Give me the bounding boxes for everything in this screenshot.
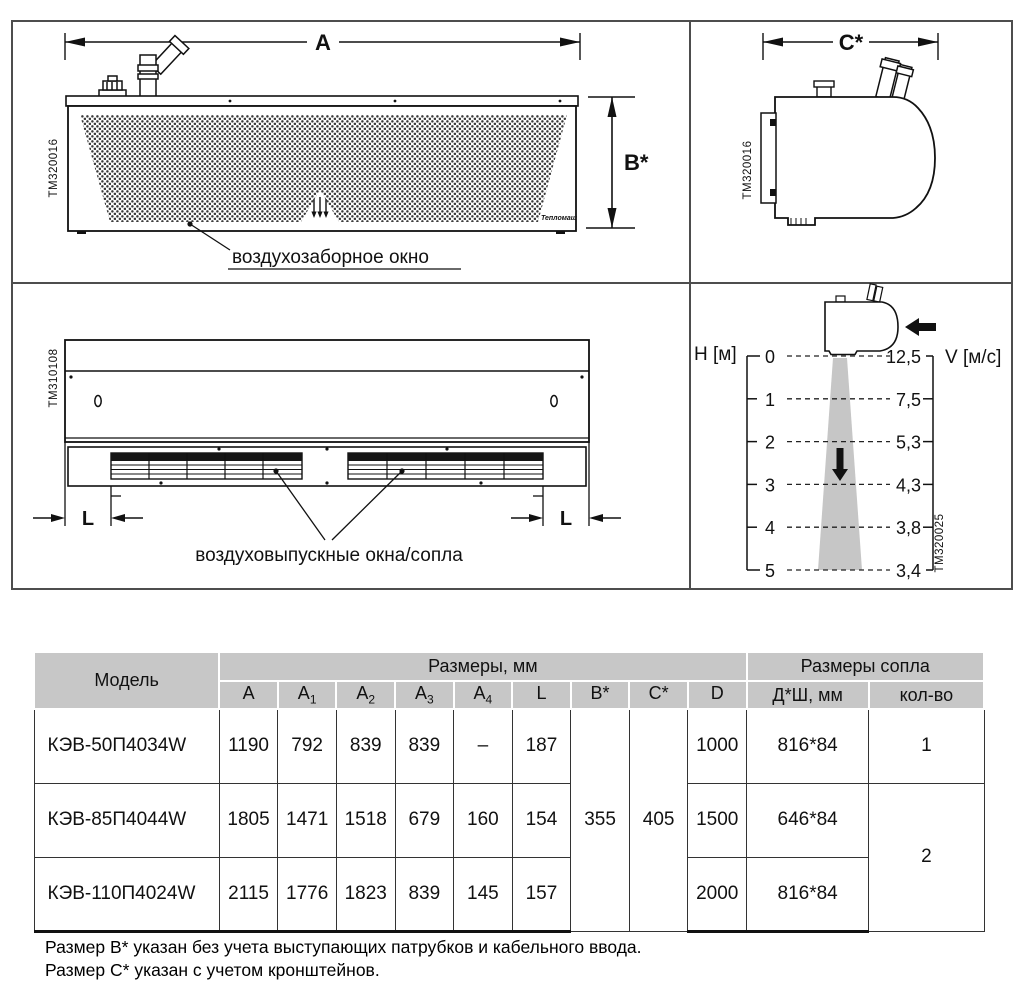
col-header-qty: кол-во xyxy=(869,681,984,709)
ref-code-side: ТМ320016 xyxy=(742,140,754,200)
h-tick-5: 5 xyxy=(764,561,776,581)
h-axis-title: H [м] xyxy=(694,344,737,365)
table-cell: 187 xyxy=(512,709,571,783)
dim-l-left-label: L xyxy=(81,508,95,530)
arrowhead-right-icon xyxy=(560,38,580,47)
col-header-b-star: B* xyxy=(571,681,630,709)
front-view-panel xyxy=(11,20,690,282)
table-cell: 154 xyxy=(512,783,571,857)
col-header-model: Модель xyxy=(34,652,219,709)
dim-l-right-label: L xyxy=(559,508,573,530)
side-view-panel xyxy=(690,20,1013,282)
screw-dot xyxy=(325,481,328,484)
intake-arrow-icon xyxy=(905,318,936,336)
table-cell: 157 xyxy=(512,857,571,931)
arrowhead-down-icon xyxy=(608,208,617,228)
arrowhead-left-icon xyxy=(589,514,603,522)
intake-callout-label: воздухозаборное окно xyxy=(232,247,429,268)
bracket-tab xyxy=(770,189,776,196)
screw-dot xyxy=(580,375,583,378)
table-row xyxy=(34,709,984,783)
table-cell-qty-merged: 2 xyxy=(869,783,984,931)
model-cell: КЭВ-85П4044W xyxy=(34,783,219,857)
screw-dot xyxy=(559,100,562,103)
table-cell-b-star-merged: 355 xyxy=(571,709,630,931)
screw-dot xyxy=(325,447,328,450)
col-header-l: L xyxy=(512,681,571,709)
arrowhead-right-icon xyxy=(529,514,543,522)
table-cell: 145 xyxy=(454,857,513,931)
h-tick-2: 2 xyxy=(764,432,776,453)
v-tick-0: 12,5 xyxy=(885,347,921,367)
table-cell: 1190 xyxy=(219,709,278,783)
screw-dot xyxy=(479,481,482,484)
arrowhead-up-icon xyxy=(608,97,617,117)
arrowhead-left-icon xyxy=(763,38,783,47)
footnotes xyxy=(45,936,642,982)
ref-code-bottom: ТМ310108 xyxy=(48,348,60,408)
table-cell: 1518 xyxy=(336,783,395,857)
footnote-c: Размер С* указан с учетом кронштейнов. xyxy=(45,960,380,980)
table-cell: 1776 xyxy=(278,857,337,931)
col-header-a1: $A_1$ xyxy=(278,681,337,709)
unit-pictogram xyxy=(825,284,898,355)
arrowhead-left-icon xyxy=(65,38,85,47)
table-cell: – xyxy=(454,709,513,783)
arrowhead-right-icon xyxy=(51,514,65,522)
water-pipes xyxy=(99,36,189,97)
footnote-b: Размер B* указан без учета выступающих патрубков и кабельного ввода. xyxy=(45,937,642,957)
jet-velocity-chart xyxy=(690,283,1013,586)
v-tick-1: 7,5 xyxy=(895,389,921,410)
h-tick-1: 1 xyxy=(764,389,776,410)
screw-dot xyxy=(159,481,162,484)
screw-dot xyxy=(217,447,220,450)
table-cell: 1000 xyxy=(688,709,747,783)
table-cell: 839 xyxy=(395,857,454,931)
unit-side-profile xyxy=(775,97,935,225)
screw-dot xyxy=(229,100,232,103)
v-axis xyxy=(923,356,933,570)
v-tick-5: 3,4 xyxy=(895,561,921,581)
group-header-nozzle: Размеры сопла xyxy=(747,652,984,681)
col-header-c-star: C* xyxy=(629,681,688,709)
table-cell: 1823 xyxy=(336,857,395,931)
vent-arrows-icon xyxy=(311,197,328,218)
unit-casing xyxy=(65,340,589,442)
h-tick-0: 0 xyxy=(764,347,776,367)
table-row xyxy=(34,857,984,931)
col-header-a3: $A_3$ xyxy=(395,681,454,709)
bracket-tab xyxy=(770,119,776,126)
dim-c-label: C* xyxy=(838,30,864,55)
v-tick-2: 5,3 xyxy=(895,432,921,453)
model-cell: КЭВ-50П4034W xyxy=(34,709,219,783)
table-cell: 1805 xyxy=(219,783,278,857)
front-view-drawing xyxy=(11,20,690,282)
screw-dot xyxy=(69,375,72,378)
outlet-grille-left xyxy=(111,453,302,479)
col-header-a2: $A_2$ xyxy=(336,681,395,709)
side-view-drawing xyxy=(690,20,1013,282)
table-cell: 160 xyxy=(454,783,513,857)
arrowhead-left-icon xyxy=(111,514,125,522)
dim-a-label: A xyxy=(315,30,331,55)
h-tick-4: 4 xyxy=(764,518,776,539)
table-cell: 646*84 xyxy=(747,783,869,857)
h-tick-3: 3 xyxy=(764,475,776,496)
brand-logo: Тепломаш xyxy=(541,215,578,222)
table-row xyxy=(34,783,984,857)
col-header-nozzle-size: Д*Ш, мм xyxy=(747,681,869,709)
table-cell: 839 xyxy=(395,709,454,783)
table-cell: 679 xyxy=(395,783,454,857)
table-cell: 2115 xyxy=(219,857,278,931)
ref-code-front: ТМ320016 xyxy=(48,138,60,198)
table-cell: 2000 xyxy=(688,857,747,931)
model-cell: КЭВ-110П4024W xyxy=(34,857,219,931)
screw-dot xyxy=(394,100,397,103)
outlet-grille-right xyxy=(348,453,543,479)
col-header-a: A xyxy=(219,681,278,709)
col-header-a4: $A_4$ xyxy=(454,681,513,709)
foot-mark xyxy=(556,231,565,234)
bottom-view-drawing xyxy=(11,283,690,586)
h-axis xyxy=(747,356,760,570)
table-cell: 816*84 xyxy=(747,857,869,931)
table-cell: 1500 xyxy=(688,783,747,857)
jet-chart-panel xyxy=(690,283,1013,586)
v-tick-3: 4,3 xyxy=(895,475,921,496)
arrowhead-right-icon xyxy=(918,38,938,47)
outlet-callout-label: воздуховыпускные окна/сопла xyxy=(195,545,463,566)
side-valve xyxy=(814,81,834,97)
screw-dot xyxy=(445,447,448,450)
ref-code-chart: ТМ320025 xyxy=(934,513,946,573)
table-cell: 1471 xyxy=(278,783,337,857)
bottom-view-panel xyxy=(11,283,690,586)
table-cell: 792 xyxy=(278,709,337,783)
v-axis-title: V [м/с] xyxy=(945,347,1002,368)
table-cell: 839 xyxy=(336,709,395,783)
v-tick-4: 3,8 xyxy=(895,518,921,539)
table-cell: 1 xyxy=(869,709,984,783)
unit-top-cap xyxy=(66,96,578,106)
table-cell-c-star-merged: 405 xyxy=(629,709,688,931)
dim-b-label: B* xyxy=(624,150,649,175)
table-cell: 816*84 xyxy=(747,709,869,783)
foot-mark xyxy=(77,231,86,234)
spec-table xyxy=(33,651,985,933)
col-header-d: D xyxy=(688,681,747,709)
group-header-dimensions: Размеры, мм xyxy=(219,652,746,681)
